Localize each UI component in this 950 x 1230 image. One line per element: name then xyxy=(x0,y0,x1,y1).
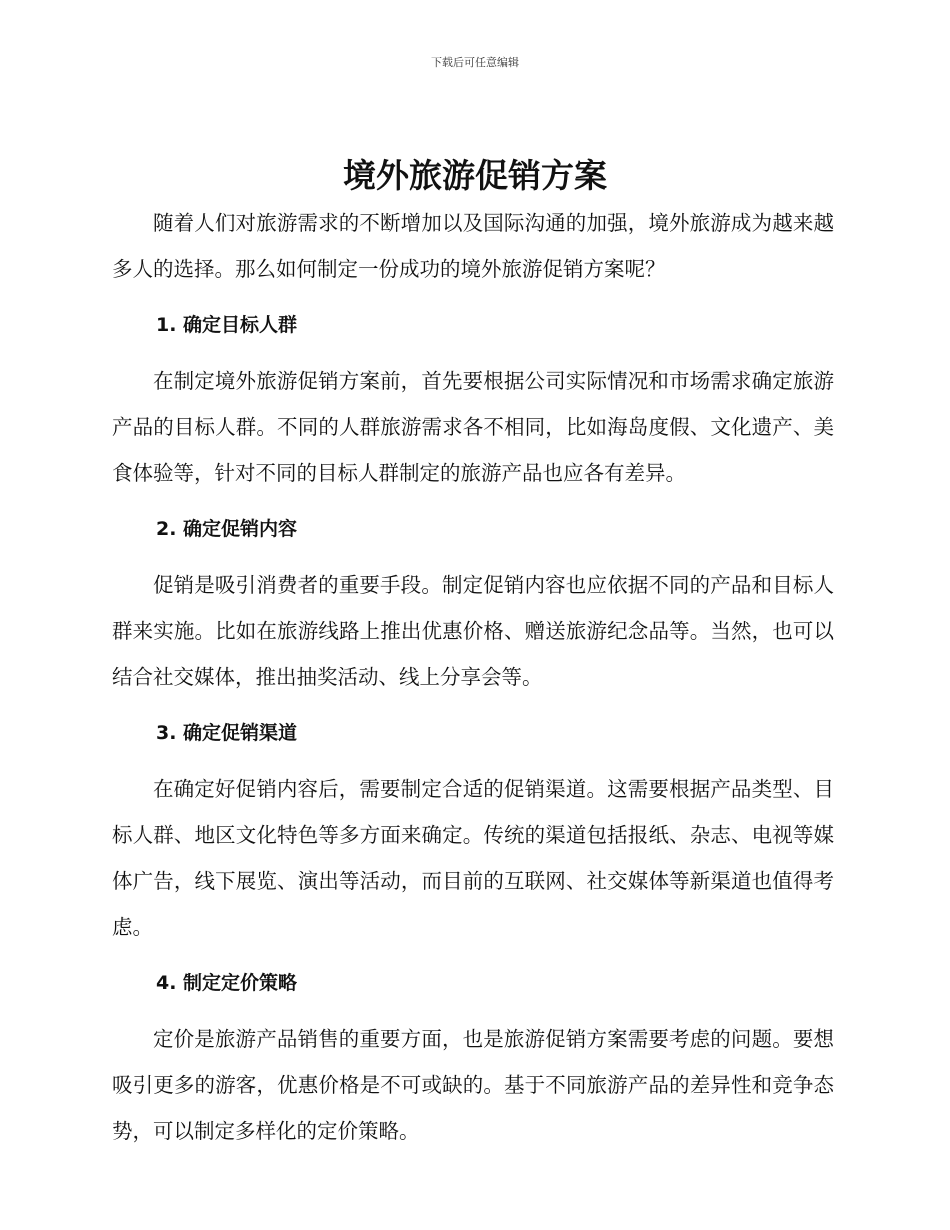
section-heading: 2. 确定促销内容 xyxy=(156,518,298,540)
document-title: 境外旅游促销方案 xyxy=(343,156,607,195)
section-4 xyxy=(112,960,834,1154)
header-note: 下载后可任意编辑 xyxy=(431,56,519,69)
section-3 xyxy=(112,710,834,960)
section-paragraph: 定价是旅游产品销售的重要方面，也是旅游促销方案需要考虑的问题。要想吸引更多的游客，优惠价格是不可或缺的。基于不同旅游产品的差异性和竞争态势，可以制定多样化的定价策略。 xyxy=(112,1027,834,1143)
section-heading: 4. 制定定价策略 xyxy=(156,972,298,994)
document-body xyxy=(112,200,834,1154)
section-heading: 1. 确定目标人群 xyxy=(156,314,298,336)
section-paragraph: 在制定境外旅游促销方案前，首先要根据公司实际情况和市场需求确定旅游产品的目标人群。不同的人群旅游需求各不相同，比如海岛度假、文化遗产、美食体验等，针对不同的目标人群制定的旅游产品也应各有差异。 xyxy=(112,369,834,485)
intro-paragraph: 随着人们对旅游需求的不断增加以及国际沟通的加强，境外旅游成为越来越多人的选择。那么如何制定一份成功的境外旅游促销方案呢？ xyxy=(112,211,834,281)
section-2 xyxy=(112,506,834,710)
section-paragraph: 促销是吸引消费者的重要手段。制定促销内容也应依据不同的产品和目标人群来实施。比如在旅游线路上推出优惠价格、赠送旅游纪念品等。当然，也可以结合社交媒体，推出抽奖活动、线上分享会等。 xyxy=(112,573,834,689)
section-paragraph: 在确定好促销内容后，需要制定合适的促销渠道。这需要根据产品类型、目标人群、地区文化特色等多方面来确定。传统的渠道包括报纸、杂志、电视等媒体广告，线下展览、演出等活动，而目前的互联网、社交媒体等新渠道也值得考虑。 xyxy=(112,777,834,939)
section-1 xyxy=(112,302,834,506)
section-heading: 3. 确定促销渠道 xyxy=(156,722,298,744)
